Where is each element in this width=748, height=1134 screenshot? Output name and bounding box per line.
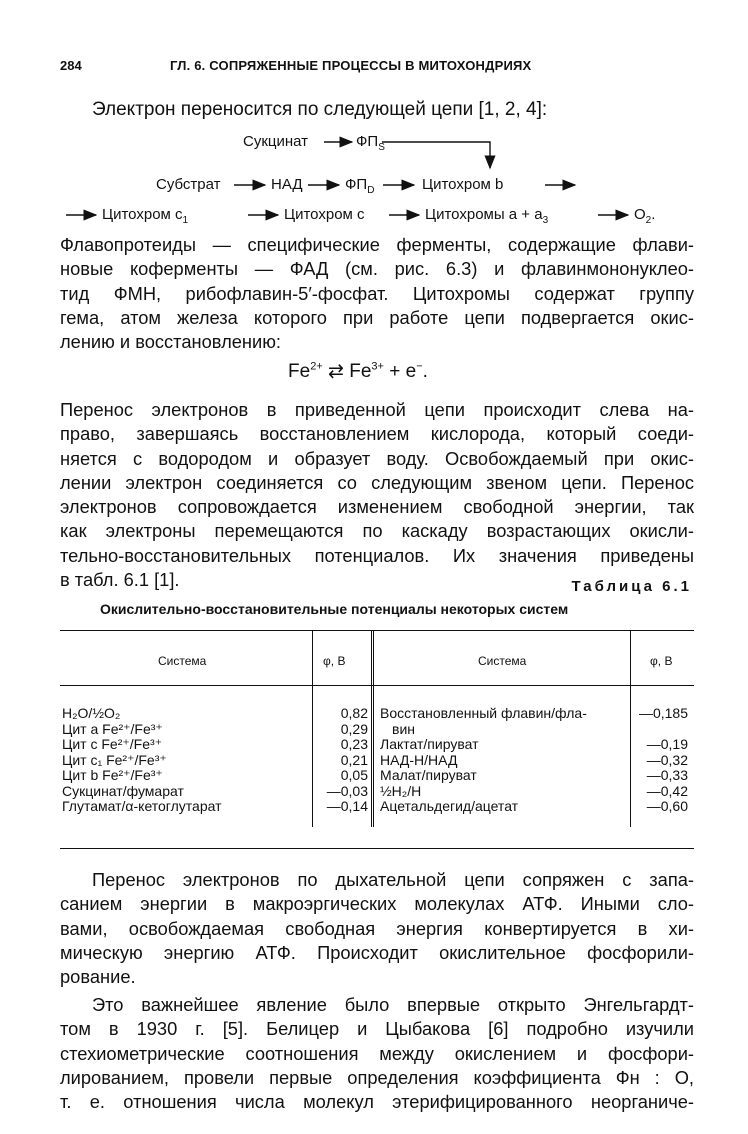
arrow-fps-cytb [382,142,490,168]
table-col-divider [630,630,631,827]
node-fpd [345,176,374,196]
text-line: Перенос электронов по дыхательной цепи сопряжен с запа- [92,869,694,890]
electron-transport-chain [60,130,698,230]
text-line: стехиометрические соотношения между окислением и фосфори- [60,1042,694,1064]
table-cell: Цит c Fe²⁺/Fe³⁺ [62,736,163,752]
table-cell: 0,29 [340,720,368,737]
table-cell: —0,60 [646,798,688,814]
eq-electron: + e [389,361,417,382]
table-header-rule [60,685,694,686]
node-oxygen-sub: 2 [645,215,652,226]
node-fps-label: ФП [356,133,379,150]
table-cell: Глутамат/α-кетоглутарат [62,798,222,814]
text-line: тид ФМН, рибофлавин-5′-фосфат. Цитохромы содержат группу [60,282,694,304]
text-line: мическую энергию АТФ. Происходит окислительное фосфорили- [60,941,694,963]
node-cytochrome-c1-sub: 1 [182,215,189,226]
table-cell: вин [392,720,415,737]
table-cell: —0,185 [638,705,688,721]
page-number: 284 [60,58,82,73]
table-cell: 0,21 [340,751,368,768]
text-line: новые коферменты — ФАД (см. рис. 6.3) и флавинмононуклео- [60,258,694,280]
table-cell: —0,03 [326,782,368,799]
text-line: как электроны перемещаются по каскаду возрастающих окисли- [60,520,694,542]
table-cell: ½H₂/H [380,782,422,799]
table-cell [632,722,688,738]
table-cell: Цит b Fe²⁺/Fe³⁺ [62,767,163,783]
eq-fe-left: Fe [288,361,311,382]
eq-fe-right: Fe [349,361,372,382]
table-cell: —0,32 [646,751,688,768]
text-line: лированием, провели первые определения коэффициента Фн : О, [60,1066,694,1088]
node-cytochromes-aa3 [425,206,548,226]
paragraph-atp-coupling [60,868,694,989]
table-cell: —0,14 [326,798,368,814]
text-line: лении электрон соединяется со следующим звеном цепи. Перенос [60,471,694,493]
text-line: том в 1930 г. [5]. Белицер и Цыбакова [6] подробно изучили [60,1018,694,1040]
table-top-rule [60,630,694,631]
table-cell: НАД-Н/НАД [380,751,458,768]
table-cell: Лактат/пируват [380,736,479,752]
eq-fe-right-charge: 3+ [371,360,384,373]
text-line: т. е. отношения числа молекул этерифицированного неорганиче- [60,1091,694,1113]
text-line: Это важнейшее явление было впервые открыто Энгельгардт- [92,994,694,1015]
table-cell: 0,23 [340,736,368,752]
text-line: тельно-восстановительных потенциалов. Их значения приведены [60,544,694,566]
node-cytochrome-c: Цитохром c [284,206,365,223]
node-fpd-sub: D [367,185,375,196]
table-cell: Ацетальдегид/ацетат [380,798,519,814]
table-cell: Сукцинат/фумарат [62,782,184,799]
paragraph-electron-transfer [60,398,694,592]
node-oxygen-label: O [634,206,646,223]
text-line: электронов сопровождается изменением свободной энергии, так [60,496,694,518]
text-line: Перенос электронов в приведенной цепи происходит слева на- [60,399,694,420]
paragraph-flavoproteins [60,233,694,354]
node-cytochromes-aa3-label: Цитохромы a + a [425,206,543,223]
header-phi-right: φ, В [650,654,673,668]
table-cell: 0,82 [340,705,368,721]
column-right-values [632,706,688,815]
table-cell: Малат/пируват [380,767,477,783]
node-fps [356,133,385,153]
text-line: санием энергии в макроэргических молекулах АТФ. Иными сло- [60,893,694,915]
table-cell: Цит a Fe²⁺/Fe³⁺ [62,720,163,737]
text-line: няется с водородом и образует воду. Освобождаемый при окис- [60,447,694,469]
text-line: рование. [60,966,136,988]
table-label: Таблица 6.1 [571,578,692,595]
column-left-values [313,706,368,815]
node-oxygen [634,206,655,226]
table-title: Окислительно-восстановительные потенциалы некоторых систем [100,601,569,617]
node-cytochromes-aa3-sub: 3 [542,215,549,226]
column-left-systems [62,706,308,815]
running-head [60,58,698,78]
table-cell: H₂O/½O₂ [62,705,121,721]
redox-potentials-table [60,630,694,852]
text-line: гема, атом железа которого при работе цепи подвергается окис- [60,306,694,328]
node-cytochrome-c1 [102,206,188,226]
table-bottom-rule [60,848,694,849]
table-cell: Восстановленный флавин/фла- [380,705,587,721]
table-cell: 0,05 [340,767,368,783]
chapter-title: ГЛ. 6. СОПРЯЖЕННЫЕ ПРОЦЕССЫ В МИТОХОНДРИЯХ [170,58,532,73]
text-line: вами, освобождаемая свободная энергия конвертируется в хи- [60,917,694,939]
table-cell: —0,33 [646,767,688,783]
node-succinate: Сукцинат [243,133,309,150]
node-cytochrome-b: Цитохром b [422,176,504,193]
redox-equation [288,360,428,383]
node-cytochrome-c1-label: Цитохром c [102,206,183,223]
node-nad: НАД [271,176,303,193]
intro-sentence: Электрон переносится по следующей цепи [1, 2, 4]: [92,99,548,120]
text-line: право, завершаясь восстановлением кислорода, который соеди- [60,423,694,445]
table-double-divider [371,630,374,827]
text-line: Флавопротеиды — специфические ферменты, содержащие флави- [60,234,694,255]
text-line: в табл. 6.1 [1]. [60,569,180,591]
table-cell: —0,42 [646,782,688,799]
node-fps-sub: S [378,142,385,153]
node-substrate: Субстрат [156,176,221,193]
header-system-left: Система [158,654,207,668]
eq-fe-left-charge: 2+ [310,360,323,373]
header-system-right: Система [478,654,527,668]
node-fpd-label: ФП [345,176,368,193]
node-oxygen-period: . [651,206,656,223]
header-phi-left: φ, В [323,654,346,668]
column-right-systems [380,706,626,815]
paragraph-history [60,993,694,1114]
eq-equilibrium-arrow: ⇄ [328,361,344,382]
table-cell: —0,19 [646,736,688,752]
table-cell: Цит c₁ Fe²⁺/Fe³⁺ [62,751,167,768]
eq-period: . [422,361,428,382]
eq-electron-charge: − [416,360,423,373]
text-line: лению и восстановлению: [60,331,281,353]
